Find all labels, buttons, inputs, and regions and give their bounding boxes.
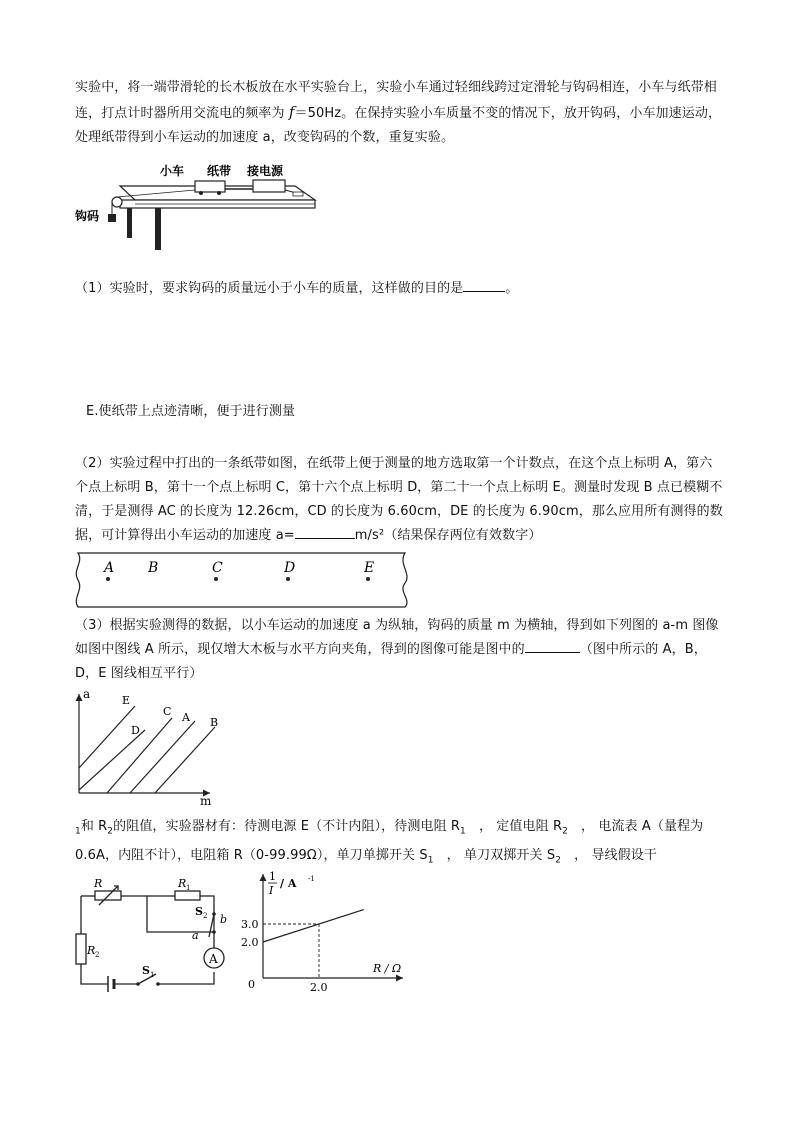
circuit-label-r: R	[94, 877, 103, 890]
circuit-label-s2-sub: 2	[203, 912, 208, 920]
ir-y-unit: / A	[280, 877, 297, 890]
circuit-label-r2: R	[87, 944, 96, 957]
ir-origin: 0	[248, 978, 255, 991]
label-tape: 纸带	[207, 164, 232, 178]
q2-text: （2）实验过程中打出的一条纸带如图，在纸带上便于测量的地方选取第一个计数点，在这个点上标明 A，第六个点上标明 B，第十一个点上标明 C，第十六个点上标明 D，第二十一个点上标明 E。测量时发现 B 点已模糊不清，于是测得 AC 的长度为 12.26cm，CD 的长度为 6.60cm，DE 的长度为 6.90cm，那么应用所有测得的数据，可计算得出小车运动的加速度 a=	[75, 456, 723, 543]
tape-label-b: B	[148, 560, 159, 576]
resistor-r1	[175, 891, 200, 900]
q4-text-f: ， 导线假设干	[561, 847, 657, 863]
ammeter-label: A	[209, 952, 218, 966]
circuit-label-a: a	[192, 929, 199, 942]
q4-sub-4: 2	[562, 826, 568, 837]
freq-symbol: f	[288, 103, 295, 121]
circuit-label-s1: S	[142, 964, 150, 977]
q1-blank[interactable]	[463, 277, 505, 292]
q4-sub-2: 2	[107, 826, 114, 837]
option-e: E.使纸带上点迹清晰，便于进行测量	[86, 404, 296, 419]
circuit-diagram	[72, 872, 237, 997]
question-3	[75, 614, 725, 686]
am-x-label: m	[200, 794, 212, 808]
tape-dot-a	[106, 577, 110, 581]
q2-unit: m/s²（结果保存两位有效数字）	[354, 528, 542, 543]
am-label-b: B	[210, 716, 219, 729]
am-label-e: E	[122, 694, 131, 707]
ir-y-unit-exp: -1	[308, 875, 315, 883]
q1-end: 。	[505, 281, 519, 296]
question-1	[75, 277, 725, 301]
q3-end: （图中所示的 A，B，D，E 图线相互平行）	[75, 642, 707, 681]
ir-x-tick: 2.0	[310, 981, 328, 993]
circuit-label-r1-sub: 1	[186, 884, 191, 892]
label-power: 接电源	[247, 164, 284, 178]
question-4	[75, 815, 725, 872]
q4-text-c: ， 定值电阻 R	[465, 819, 563, 834]
tape-label-d: D	[284, 560, 296, 576]
weight-block	[108, 214, 116, 222]
freq-value: ＝50Hz	[294, 106, 342, 121]
q4-text-a: 和 R	[80, 819, 108, 834]
ir-y-label-den: I	[269, 884, 274, 897]
am-label-a: A	[182, 711, 190, 724]
q3-text: （3）根据实验测得的数据，以小车运动的加速度 a 为纵轴，钩码的质量 m 为横轴，得到如下列图的 a-m 图像如图中图线 A 所示，现仅增大木板与水平方向夹角，得到的图像可能是图中的	[75, 618, 719, 657]
q4-sub-5: 1	[427, 855, 434, 866]
q4-sub-3: 1	[460, 826, 466, 837]
intro-text-1: 实验中，将一端带滑轮的长木板放在水平实验台上，实验小车通过轻细线跨过定滑轮与钩码相连，小车与纸带相连，打点计时器所用交流电的频率为	[75, 80, 717, 121]
q4-text-e: ， 单刀双掷开关 S	[433, 847, 556, 863]
am-label-c: C	[163, 705, 172, 718]
timer-shape	[253, 180, 285, 192]
tape-dot-c	[214, 577, 218, 581]
q4-text-d: ， 电流表 A（量程为 0.6A，内阻不计），电阻箱 R（0-99.99Ω），单刀单掷开关 S	[75, 819, 704, 863]
am-y-label: a	[83, 688, 91, 701]
q4-sub-1: 1	[75, 826, 81, 837]
am-line-b	[155, 727, 215, 793]
apparatus-figure	[75, 162, 325, 252]
am-line-e	[79, 706, 135, 768]
tape-label-a: A	[104, 560, 115, 576]
q4-sub-6: 2	[555, 855, 562, 866]
circuit-label-r2-sub: 2	[95, 951, 100, 959]
q3-blank[interactable]	[525, 638, 580, 653]
tape-figure	[70, 550, 415, 610]
circuit-label-r1: R	[178, 877, 187, 890]
ir-x-label: R / Ω	[373, 962, 402, 975]
intro-paragraph	[75, 76, 725, 150]
question-2	[75, 452, 725, 548]
am-label-d: D	[131, 724, 140, 737]
ir-line	[263, 910, 364, 942]
ir-y-label-num: 1	[269, 870, 276, 883]
circuit-label-s1-sub: 1	[150, 971, 155, 979]
q4-text-b: 的阻值，实验器材有：待测电源 E（不计内阻），待测电阻 R	[113, 819, 461, 834]
tape-dot-d	[286, 577, 290, 581]
tape-label-c: C	[212, 560, 223, 576]
tape-dot-e	[366, 577, 370, 581]
q2-blank[interactable]	[295, 524, 355, 539]
car-shape	[195, 181, 225, 192]
ir-y-tick: 3.0	[241, 918, 259, 931]
resistor-r2	[76, 934, 86, 964]
am-graph	[70, 688, 230, 808]
ir-y-tick: 2.0	[241, 936, 259, 949]
intro-text-2: 。在保持实验小车质量不变的情况下，放开钩码，小车加速运动，处理纸带得到小车运动的加速度 a，改变钩码的个数，重复实验。	[75, 106, 722, 145]
ir-graph	[240, 868, 410, 993]
circuit-label-b: b	[220, 913, 228, 926]
q1-text: （1）实验时，要求钩码的质量远小于小车的质量，这样做的目的是	[75, 281, 464, 296]
label-weight: 钩码	[75, 209, 100, 223]
label-car: 小车	[160, 164, 185, 178]
circuit-label-s2: S	[195, 905, 203, 918]
tape-label-e: E	[364, 560, 375, 576]
